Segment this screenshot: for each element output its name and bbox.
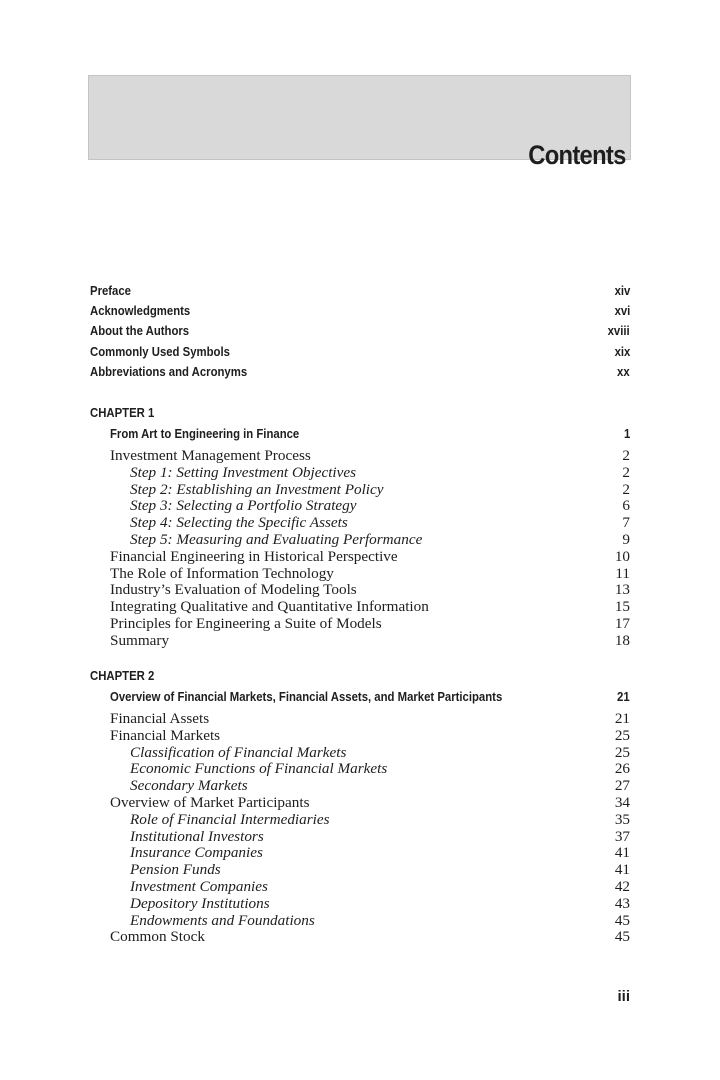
toc-subsection-entry-page-number: 2 — [622, 480, 630, 498]
toc-subsection-entry-label: Endowments and Foundations — [130, 911, 315, 929]
toc-subsection-entry-page-number: 42 — [614, 878, 630, 895]
toc-subsection-entry-label: Role of Financial Intermediaries — [130, 810, 330, 828]
front-matter-entry-label: Commonly Used Symbols — [90, 343, 230, 359]
chapter-title-label: Overview of Financial Markets, Financial Assets, and Market Participants — [110, 689, 503, 704]
front-matter-entry-page-number: xiv — [614, 283, 630, 298]
toc-subsection-entry-label: Step 2: Establishing an Investment Policy — [130, 480, 384, 498]
toc-subsection-entry-page-number: 2 — [622, 463, 630, 481]
front-matter-entry-label: Abbreviations and Acronyms — [90, 363, 248, 379]
toc-subsection-entry-label: Pension Funds — [130, 861, 221, 879]
toc-section-entry-page-number: 2 — [622, 447, 630, 464]
toc-subsection-entry-page-number: 9 — [622, 531, 630, 548]
chapter-label-label: CHAPTER 2 — [90, 668, 155, 683]
toc-subsection-entry-label: Investment Companies — [130, 878, 268, 895]
toc-section-entry-page-number: 13 — [614, 581, 630, 599]
toc-subsection-entry-label: Institutional Investors — [130, 827, 264, 845]
toc-section-entry-label: Integrating Qualitative and Quantitative Information — [110, 598, 429, 616]
toc-subsection-entry-label: Step 4: Selecting the Specific Assets — [130, 514, 348, 532]
toc-subsection-entry-label: Classification of Financial Markets — [130, 743, 347, 761]
toc-section-entry-page-number: 17 — [614, 615, 630, 632]
page-title: Contents — [528, 140, 626, 170]
toc-section-entry-label: Financial Engineering in Historical Perspective — [110, 547, 398, 565]
front-matter-entry-label: Acknowledgments — [90, 303, 191, 319]
toc-section-entry-label: Financial Assets — [110, 710, 210, 727]
toc-subsection-entry-label: Economic Functions of Financial Markets — [130, 760, 388, 778]
toc-subsection-entry-page-number: 45 — [614, 911, 630, 929]
toc-subsection-entry-page-number: 7 — [622, 514, 630, 532]
front-matter-entry-label: Preface — [90, 283, 131, 298]
toc-section-entry-page-number: 45 — [614, 928, 630, 946]
toc-subsection-entry-page-number: 43 — [614, 894, 630, 912]
toc-subsection-entry-label: Secondary Markets — [130, 777, 248, 795]
front-matter-entry-page-number: xviii — [607, 323, 630, 339]
chapter-title-page-number: 21 — [617, 689, 630, 704]
chapter-label-label: CHAPTER 1 — [90, 405, 155, 420]
toc-section-entry-page-number: 25 — [614, 726, 630, 744]
toc-section-entry-page-number: 15 — [614, 598, 630, 616]
toc-subsection-entry-page-number: 35 — [614, 810, 630, 828]
front-matter-entry-page-number: xix — [614, 343, 630, 359]
toc-subsection-entry-page-number: 27 — [614, 777, 630, 795]
toc-section-entry-label: Investment Management Process — [110, 447, 311, 464]
toc-subsection-entry-page-number: 25 — [614, 743, 630, 761]
toc-subsection-entry-label: Step 5: Measuring and Evaluating Performance — [130, 531, 423, 548]
page-folio: iii — [617, 988, 630, 1005]
toc-section-entry-page-number: 21 — [614, 710, 630, 727]
toc-section-entry-page-number: 10 — [614, 547, 630, 565]
toc-subsection-entry-label: Insurance Companies — [130, 844, 263, 862]
toc-subsection-entry-page-number: 26 — [614, 760, 630, 778]
toc-subsection-entry-label: Step 3: Selecting a Portfolio Strategy — [130, 497, 357, 515]
front-matter-entry-page-number: xx — [617, 363, 630, 379]
front-matter-entry-page-number: xvi — [614, 303, 630, 319]
toc-section-entry-page-number: 11 — [615, 564, 630, 582]
toc-section-entry-page-number: 18 — [614, 631, 630, 649]
chapter-title-page-number: 1 — [623, 426, 630, 441]
toc-subsection-entry-label: Step 1: Setting Investment Objectives — [130, 463, 357, 481]
front-matter-entry-label: About the Authors — [90, 323, 190, 339]
toc-section-entry-label: The Role of Information Technology — [110, 564, 334, 582]
toc-subsection-entry-page-number: 6 — [622, 497, 630, 515]
toc-section-entry-label: Common Stock — [110, 928, 205, 946]
toc-section-entry-label: Industry’s Evaluation of Modeling Tools — [110, 581, 357, 599]
toc-section-entry-label: Financial Markets — [110, 726, 221, 744]
toc-subsection-entry-page-number: 41 — [614, 844, 630, 862]
toc-section-entry-label: Principles for Engineering a Suite of Models — [110, 615, 382, 632]
chapter-title-label: From Art to Engineering in Finance — [110, 426, 300, 441]
toc-section-entry-label: Overview of Market Participants — [110, 794, 310, 811]
toc-subsection-entry-page-number: 37 — [614, 827, 630, 845]
toc-section-entry-page-number: 34 — [614, 794, 630, 811]
toc-subsection-entry-page-number: 41 — [614, 861, 630, 879]
toc-subsection-entry-label: Depository Institutions — [130, 894, 270, 912]
toc-section-entry-label: Summary — [110, 631, 170, 649]
